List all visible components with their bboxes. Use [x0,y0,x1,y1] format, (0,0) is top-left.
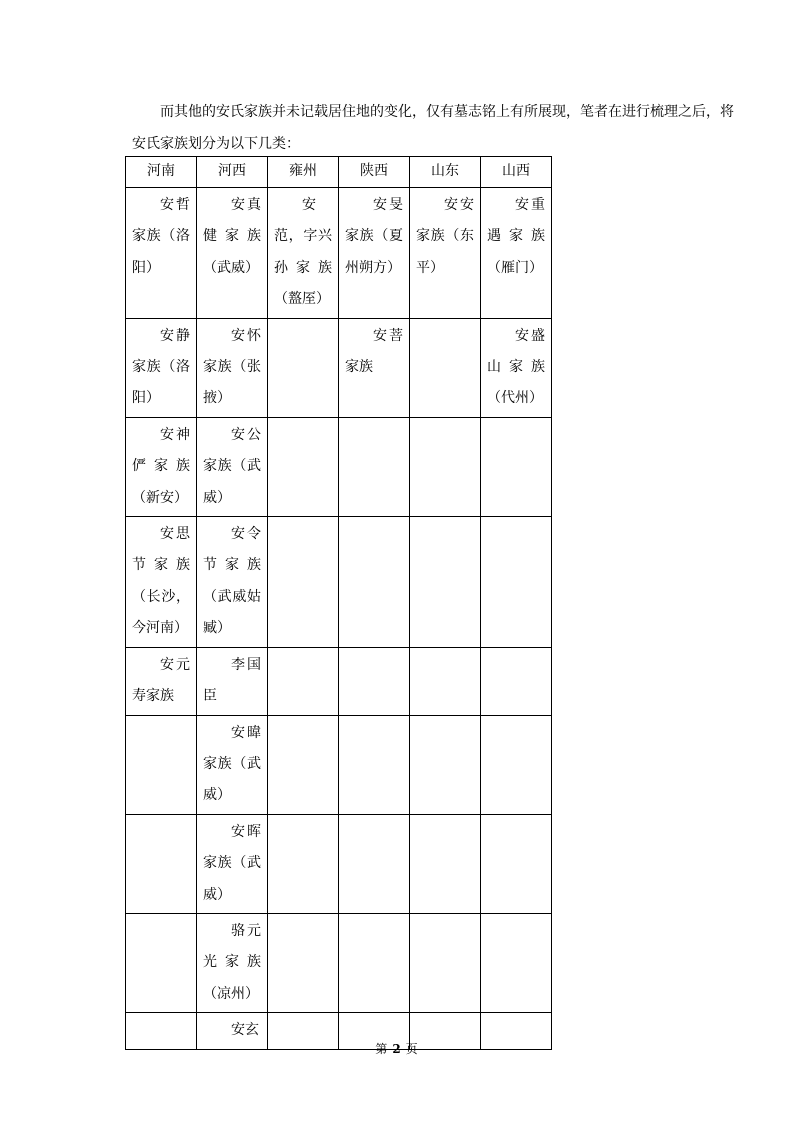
table-cell: 安真健家族（武威） [197,188,268,319]
table-header-cell: 雍州 [268,157,339,188]
table-cell [268,417,339,516]
table-cell [339,814,410,913]
table-row [126,417,552,516]
table-cell: 安公家族（武威） [197,417,268,516]
intro-paragraph: 而其他的安氏家族并未记载居住地的变化，仅有墓志铭上有所展现，笔者在进行梳理之后，将安氏家族划分为以下几类： [132,104,734,152]
table-cell [410,517,481,648]
table-cell [268,814,339,913]
table-cell: 安玄 [197,1013,268,1049]
table-cell: 安静家族（洛阳） [126,318,197,417]
table-cell [126,715,197,814]
table-cell [481,517,552,648]
footer-prefix: 第 [375,1042,388,1056]
table-cell [126,814,197,913]
table-cell: 安元寿家族 [126,647,197,715]
table-header-cell: 河南 [126,157,197,188]
table-row [126,318,552,417]
table-cell [268,647,339,715]
footer-suffix: 页 [405,1042,418,1056]
table-cell: 安暐家族（武威） [197,715,268,814]
table-row [126,913,552,1012]
table-cell [339,517,410,648]
table-cell: 安晖家族（武威） [197,814,268,913]
table-row [126,517,552,648]
table-cell: 安盛山家族（代州） [481,318,552,417]
table-row [126,715,552,814]
table-cell [410,417,481,516]
table-cell: 安旻家族（夏州朔方） [339,188,410,319]
table-header-cell: 陕西 [339,157,410,188]
table-cell [481,814,552,913]
table-cell: 安神俨家族（新安） [126,417,197,516]
page-number: 2 [392,1042,401,1056]
table-cell [481,647,552,715]
table-header-cell: 山西 [481,157,552,188]
family-table [125,156,552,1050]
table-cell [481,417,552,516]
table-cell: 安思节家族（长沙，今河南） [126,517,197,648]
table-header-row [126,157,552,188]
table-cell: 李国臣 [197,647,268,715]
table-cell: 安怀家族（张掖） [197,318,268,417]
table-cell [339,913,410,1012]
table-cell [268,318,339,417]
table-cell: 安范，字兴孙家族（盩厔） [268,188,339,319]
table-cell: 安菩家族 [339,318,410,417]
table-cell: 安令节家族（武威姑臧） [197,517,268,648]
table-cell [268,517,339,648]
table-row [126,647,552,715]
table-cell: 安安家族（东平） [410,188,481,319]
table-row [126,188,552,319]
table-cell [339,417,410,516]
table-cell [268,913,339,1012]
table-cell [126,913,197,1012]
table-row [126,814,552,913]
table-cell [481,715,552,814]
table-cell [410,913,481,1012]
table-header-cell: 河西 [197,157,268,188]
table-cell [339,647,410,715]
table-cell: 安哲家族（洛阳） [126,188,197,319]
table-cell [481,913,552,1012]
table-cell [410,715,481,814]
table-header-cell: 山东 [410,157,481,188]
table-cell [410,647,481,715]
table-cell: 骆元光家族（凉州） [197,913,268,1012]
table-cell [268,715,339,814]
page-footer [0,1040,793,1057]
table-cell [410,814,481,913]
table-cell: 安重遇家族（雁门） [481,188,552,319]
table-cell [339,715,410,814]
table-cell [410,318,481,417]
